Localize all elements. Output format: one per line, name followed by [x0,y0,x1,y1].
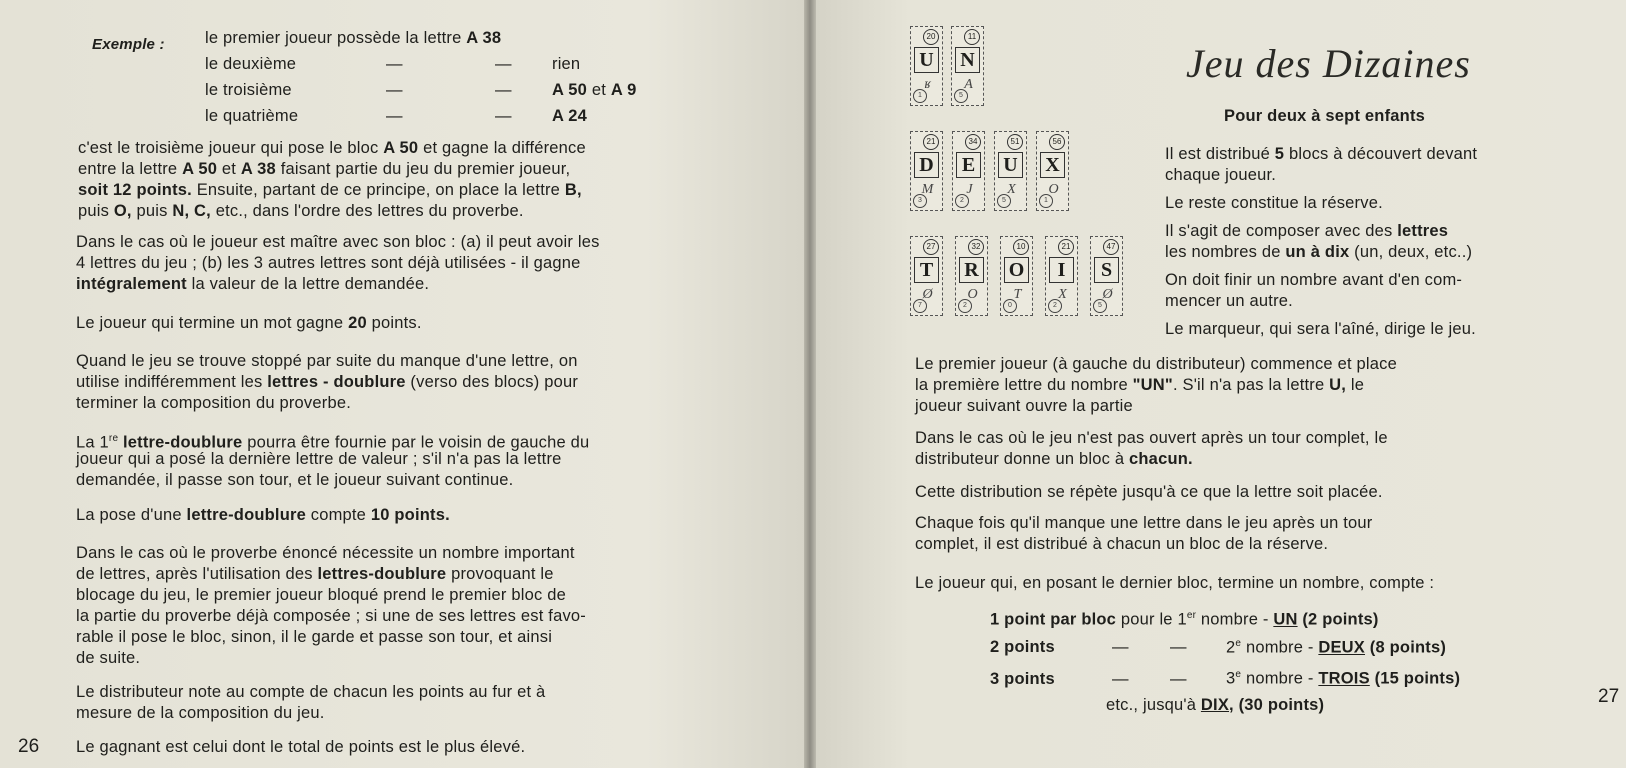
tile-letter: T [914,257,939,283]
tile-back-letter: X [1058,287,1067,302]
tile-back-letter: J [966,182,973,197]
dash: — [1112,670,1129,688]
letter-tile [910,236,943,316]
tile-number: 27 [923,239,939,255]
paragraph-line: demandée, il passe son tour, et le joueur suivant continue. [76,471,514,489]
example-line-4-value: A 24 [552,107,588,125]
tile-number: 10 [1013,239,1029,255]
tile-back-number: 2 [1048,299,1062,313]
tile-letter: S [1094,257,1119,283]
paragraph-line: entre la lettre A 50 et A 38 faisant partie du jeu du premier joueur, [78,160,571,178]
page-number-left: 26 [18,736,40,757]
paragraph-line: rable il pose le bloc, sinon, il le garde et passe son tour, et ainsi [76,628,553,646]
tile-letter: D [914,152,939,178]
tile-letter: I [1049,257,1074,283]
dash: — [1170,670,1187,688]
paragraph-line: Le joueur qui, en posant le dernier bloc, termine un nombre, compte : [915,574,1435,592]
tile-back-number: 5 [954,89,968,103]
paragraph-line: Quand le jeu se trouve stoppé par suite du manque d'une lettre, on [76,352,578,370]
tile-number: 51 [1007,134,1023,150]
paragraph-line: blocage du jeu, le premier joueur bloqué prend le premier bloc de [76,586,566,604]
score-line-2: 2e nombre - DEUX (8 points) [1226,638,1447,657]
letter-tile [952,131,985,211]
paragraph-line: Le distributeur note au compte de chacun les points au fur et à [76,683,546,701]
tile-back-letter: Ø [1102,287,1113,302]
tile-number: 47 [1103,239,1119,255]
paragraph-line: La 1re lettre-doublure pourra être fournie par le voisin de gauche du [76,433,590,452]
dash: — [495,107,512,125]
tile-number: 21 [923,134,939,150]
example-line-4-label: le quatrième [205,107,299,125]
letter-tile [910,26,943,106]
paragraph-line: Le joueur qui termine un mot gagne 20 points. [76,314,422,332]
tile-back-number: 5 [1093,299,1107,313]
tile-letter: E [956,152,981,178]
paragraph-line: mesure de la composition du jeu. [76,704,325,722]
paragraph-line: Il s'agit de composer avec des lettres [1165,222,1449,240]
tile-number: 11 [964,29,980,45]
paragraph-line: soit 12 points. Ensuite, partant de ce principe, on place la lettre B, [78,181,582,199]
example-line-3-value: A 50 et A 9 [552,81,637,99]
tile-letter: X [1040,152,1065,178]
paragraph-line: La pose d'une lettre-doublure compte 10 points. [76,506,450,524]
tile-back-letter: X [1007,182,1016,197]
dash: — [386,55,403,73]
paragraph-line: complet, il est distribué à chacun un bloc de la réserve. [915,535,1329,553]
tile-back-number: 2 [958,299,972,313]
paragraph-line: la première lettre du nombre "UN". S'il n'a pas la lettre U, le [915,376,1365,394]
tile-back-number: 3 [913,194,927,208]
dash: — [495,55,512,73]
tile-back-letter: ʁ [924,77,931,92]
tile-back-number: 7 [913,299,927,313]
paragraph-line: Le gagnant est celui dont le total de points est le plus élevé. [76,738,526,756]
letter-tile [994,131,1027,211]
tile-letter: N [955,47,980,73]
tile-number: 34 [965,134,981,150]
example-label: Exemple : [92,36,165,53]
tile-back-letter: T [1013,287,1022,302]
paragraph-line: utilise indifféremment les lettres - doublure (verso des blocs) pour [76,373,579,391]
tile-letter: U [914,47,939,73]
paragraph-line: mencer un autre. [1165,292,1293,310]
paragraph-line: Dans le cas où le proverbe énoncé nécessite un nombre important [76,544,575,562]
tile-number: 32 [968,239,984,255]
score-line-3-label: 3 points [990,670,1055,688]
tile-back-letter: O [1048,182,1059,197]
score-line-1: 1 point par bloc pour le 1er nombre - UN (2 points) [990,610,1379,629]
book-gutter [804,0,816,768]
paragraph-line: joueur suivant ouvre la partie [915,397,1133,415]
dash: — [495,81,512,99]
tile-back-number: 1 [913,89,927,103]
paragraph-line: la partie du proverbe déjà composée ; si une de ses lettres est favo- [76,607,586,625]
paragraph-line: Chaque fois qu'il manque une lettre dans le jeu après un tour [915,514,1373,532]
paragraph-line: distributeur donne un bloc à chacun. [915,450,1193,468]
page-number-right: 27 [1598,686,1620,707]
tile-back-letter: O [967,287,978,302]
example-line-2-label: le deuxième [205,55,297,73]
paragraph-line: Le marqueur, qui sera l'aîné, dirige le jeu. [1165,320,1476,338]
paragraph-line: c'est le troisième joueur qui pose le bloc A 50 et gagne la différence [78,139,586,157]
score-line-4: etc., jusqu'à DIX, (30 points) [1106,696,1325,714]
tile-letter: U [998,152,1023,178]
tile-back-number: 1 [1039,194,1053,208]
paragraph-line: les nombres de un à dix (un, deux, etc..) [1165,243,1473,261]
paragraph-line: joueur qui a posé la dernière lettre de valeur ; s'il n'a pas la lettre [76,450,562,468]
dash: — [1170,638,1187,656]
example-line-2-value: rien [552,55,581,73]
paragraph-line: terminer la composition du proverbe. [76,394,351,412]
tile-back-letter: Ø [922,287,933,302]
tile-number: 21 [1058,239,1074,255]
paragraph-line: de suite. [76,649,141,667]
tile-back-number: 0 [1003,299,1017,313]
page-title: Jeu des Dizaines [1186,41,1471,86]
example-line-3-label: le troisième [205,81,292,99]
page-subtitle: Pour deux à sept enfants [1224,107,1426,125]
paragraph-line: puis O, puis N, C, etc., dans l'ordre des lettres du proverbe. [78,202,524,220]
paragraph-line: Il est distribué 5 blocs à découvert devant [1165,145,1478,163]
tile-back-letter: M [921,182,934,197]
paragraph-line: On doit finir un nombre avant d'en com- [1165,271,1463,289]
letter-tile [1090,236,1123,316]
tile-number: 20 [923,29,939,45]
score-line-2-label: 2 points [990,638,1055,656]
paragraph-line: chaque joueur. [1165,166,1277,184]
letter-tile [951,26,984,106]
paragraph-line: 4 lettres du jeu ; (b) les 3 autres lettres sont déjà utilisées - il gagne [76,254,581,272]
dash: — [386,81,403,99]
tile-letter: O [1004,257,1029,283]
paragraph-line: Dans le cas où le jeu n'est pas ouvert après un tour complet, le [915,429,1388,447]
letter-tile [1045,236,1078,316]
letter-tile [1000,236,1033,316]
tile-letter: R [959,257,984,283]
paragraph-line: Cette distribution se répète jusqu'à ce que la lettre soit placée. [915,483,1383,501]
tile-number: 56 [1049,134,1065,150]
paragraph-line: Le premier joueur (à gauche du distributeur) commence et place [915,355,1397,373]
example-line-1: le premier joueur possède la lettre A 38 [205,29,502,47]
letter-tile [1036,131,1069,211]
dash: — [386,107,403,125]
tile-back-letter: A [964,77,973,92]
paragraph-line: de lettres, après l'utilisation des lettres-doublure provoquant le [76,565,554,583]
paragraph-line: Le reste constitue la réserve. [1165,194,1383,212]
paragraph-line: intégralement la valeur de la lettre demandée. [76,275,430,293]
letter-tile [955,236,988,316]
tile-back-number: 2 [955,194,969,208]
letter-tile [910,131,943,211]
paragraph-line: Dans le cas où le joueur est maître avec son bloc : (a) il peut avoir les [76,233,600,251]
score-line-3: 3e nombre - TROIS (15 points) [1226,669,1461,688]
dash: — [1112,638,1129,656]
tile-back-number: 5 [997,194,1011,208]
